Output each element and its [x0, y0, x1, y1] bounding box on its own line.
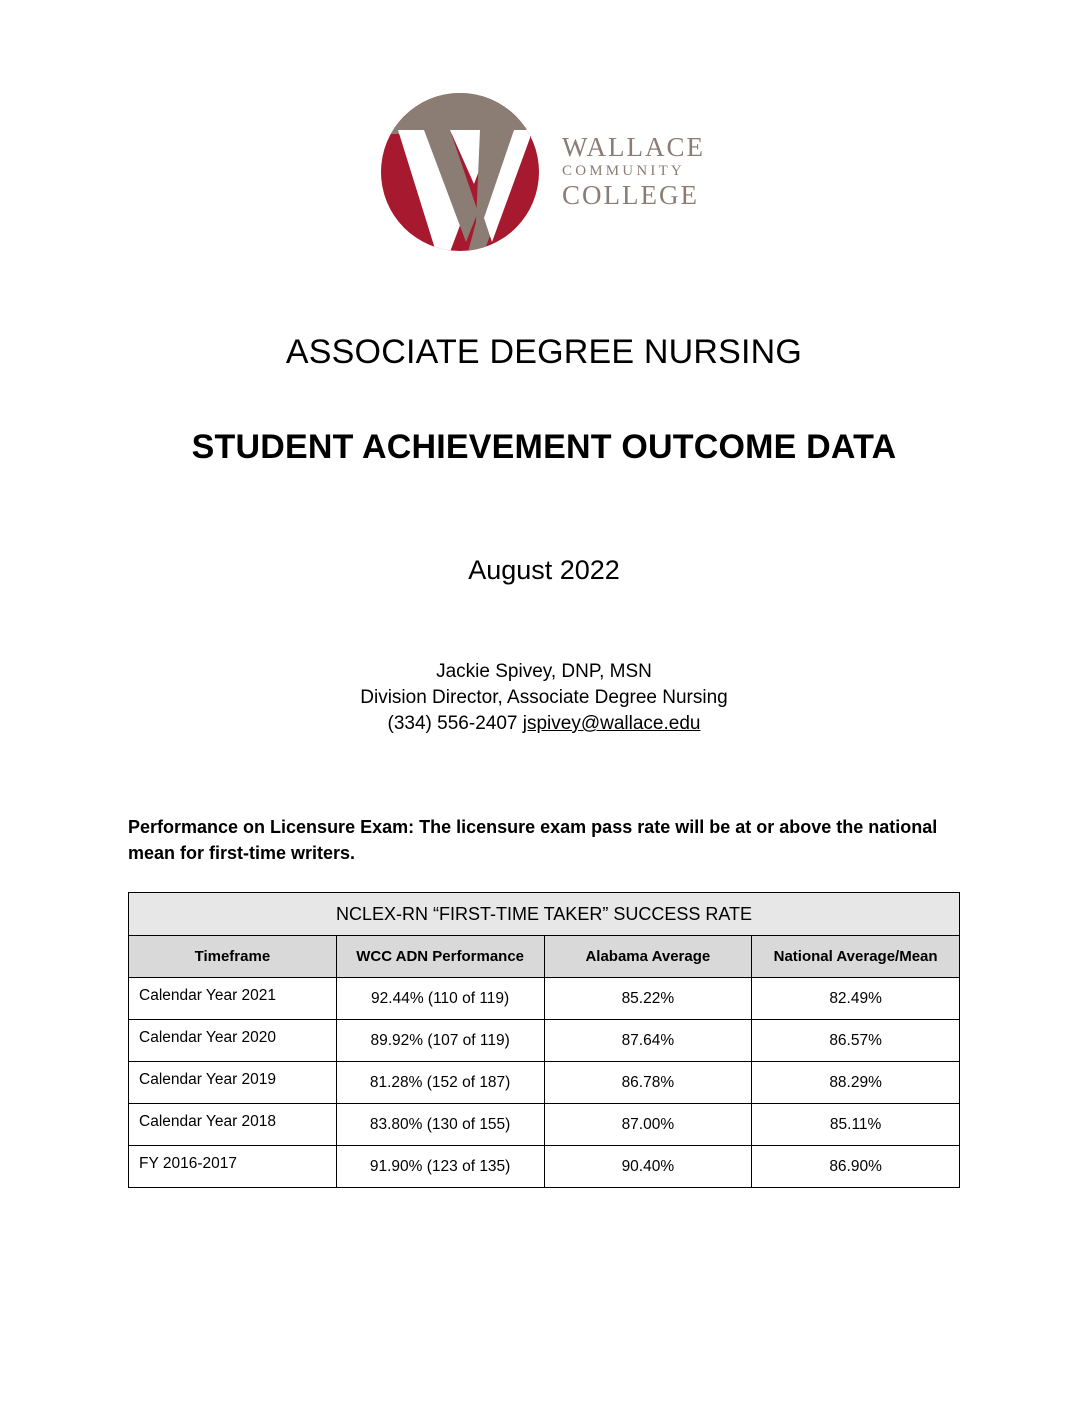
- wordmark-line-3: COLLEGE: [562, 180, 699, 210]
- wcc-performance-cell: 81.28% (152 of 187): [336, 1062, 544, 1104]
- contact-phone: (334) 556-2407: [387, 713, 518, 734]
- timeframe-cell: Calendar Year 2021: [129, 978, 337, 1020]
- wordmark-line-1: WALLACE: [562, 132, 705, 162]
- wcc-performance-cell: 91.90% (123 of 135): [336, 1146, 544, 1188]
- document-title: ASSOCIATE DEGREE NURSING: [285, 333, 803, 371]
- timeframe-cell: Calendar Year 2018: [129, 1104, 337, 1146]
- college-logo: [380, 92, 720, 252]
- column-header: Alabama Average: [544, 936, 752, 978]
- table-row: [129, 1146, 960, 1188]
- column-header: National Average/Mean: [752, 936, 960, 978]
- national-average-cell: 88.29%: [752, 1062, 960, 1104]
- college-wordmark: [562, 134, 705, 209]
- alabama-average-cell: 87.00%: [544, 1104, 752, 1146]
- alabama-average-cell: 86.78%: [544, 1062, 752, 1104]
- table-caption: NCLEX-RN “FIRST-TIME TAKER” SUCCESS RATE: [129, 893, 960, 936]
- report-date: August 2022: [468, 555, 620, 585]
- table-row: [129, 978, 960, 1020]
- nclex-success-rate-table: [128, 892, 960, 1188]
- contact-role: Division Director, Associate Degree Nursing: [360, 687, 728, 708]
- column-header: WCC ADN Performance: [336, 936, 544, 978]
- table-row: [129, 1104, 960, 1146]
- wcc-performance-cell: 89.92% (107 of 119): [336, 1020, 544, 1062]
- national-average-cell: 86.90%: [752, 1146, 960, 1188]
- wcc-performance-cell: 83.80% (130 of 155): [336, 1104, 544, 1146]
- contact-block: [0, 659, 1088, 737]
- timeframe-cell: FY 2016-2017: [129, 1146, 337, 1188]
- alabama-average-cell: 87.64%: [544, 1020, 752, 1062]
- table-header-row: [129, 936, 960, 978]
- wallace-w-emblem-icon: [380, 92, 540, 252]
- wcc-performance-cell: 92.44% (110 of 119): [336, 978, 544, 1020]
- alabama-average-cell: 90.40%: [544, 1146, 752, 1188]
- timeframe-cell: Calendar Year 2020: [129, 1020, 337, 1062]
- alabama-average-cell: 85.22%: [544, 978, 752, 1020]
- performance-statement: Performance on Licensure Exam: The licensure exam pass rate will be at or above the national mean for first-time writers.: [128, 817, 938, 863]
- timeframe-cell: Calendar Year 2019: [129, 1062, 337, 1104]
- table-row: [129, 1020, 960, 1062]
- column-header: Timeframe: [129, 936, 337, 978]
- contact-email-link[interactable]: jspivey@wallace.edu: [522, 713, 701, 734]
- document-subtitle: STUDENT ACHIEVEMENT OUTCOME DATA: [191, 428, 897, 466]
- contact-line: [0, 711, 1088, 737]
- wordmark-line-2: COMMUNITY: [562, 163, 685, 179]
- contact-name: Jackie Spivey, DNP, MSN: [436, 661, 652, 682]
- national-average-cell: 82.49%: [752, 978, 960, 1020]
- national-average-cell: 86.57%: [752, 1020, 960, 1062]
- table-row: [129, 1062, 960, 1104]
- national-average-cell: 85.11%: [752, 1104, 960, 1146]
